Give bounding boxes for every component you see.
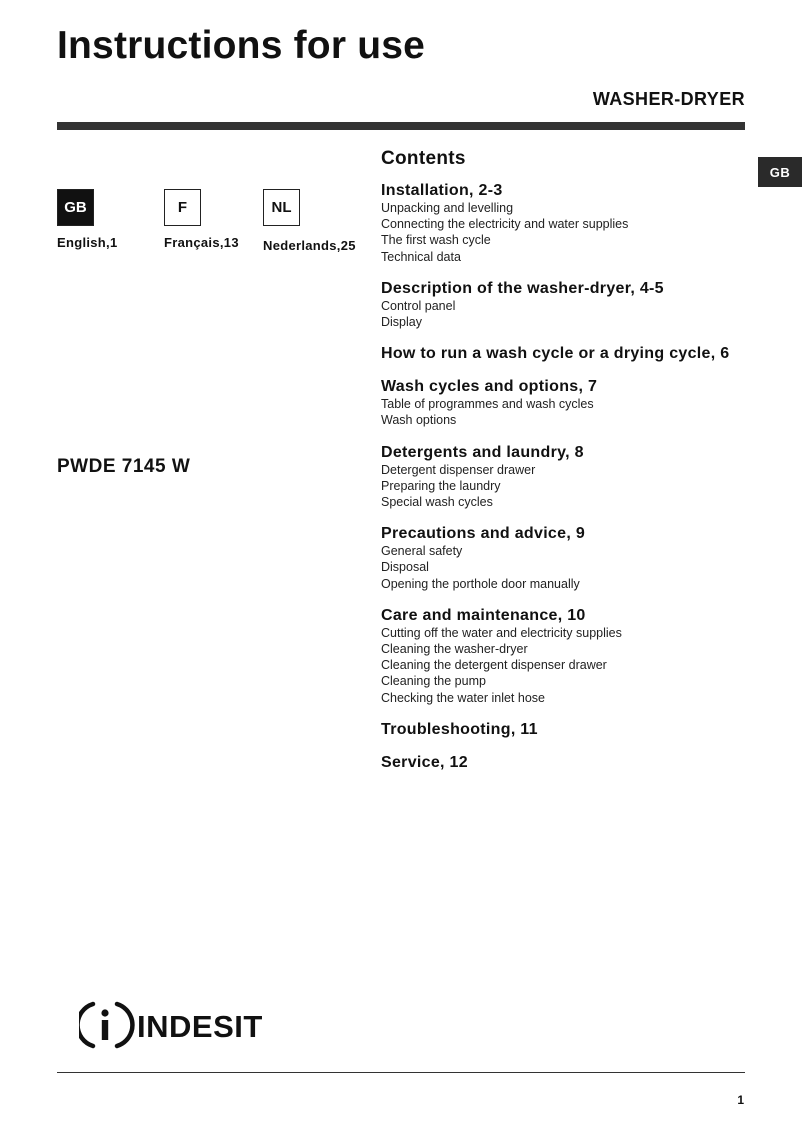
section-item[interactable]: Preparing the laundry (381, 478, 501, 493)
lang-label-francais: Français,13 (164, 235, 239, 250)
section-title[interactable]: How to run a wash cycle or a drying cycle, 6 (381, 345, 730, 363)
product-type: WASHER-DRYER (592, 89, 745, 109)
section-item[interactable]: Display (381, 315, 422, 330)
page-title: Instructions for use (57, 24, 426, 67)
indesit-logo-icon (79, 998, 279, 1052)
section-item[interactable]: Detergent dispenser drawer (381, 462, 536, 477)
section-title[interactable]: Description of the washer-dryer, 4-5 (381, 279, 664, 297)
lang-box-f[interactable]: F (164, 189, 201, 226)
section-title[interactable]: Service, 12 (381, 753, 468, 771)
contents-section (381, 525, 761, 592)
section-title[interactable]: Detergents and laundry, 8 (381, 443, 584, 461)
section-title[interactable]: Precautions and advice, 9 (381, 525, 586, 543)
contents-sections (381, 182, 761, 772)
contents-section (381, 280, 761, 330)
lang-box-nl[interactable]: NL (263, 189, 300, 226)
contents-section (381, 444, 761, 511)
footer-divider (57, 1072, 745, 1073)
brand-name: INDESIT (137, 1009, 263, 1044)
section-item[interactable]: Cleaning the washer-dryer (381, 642, 528, 657)
lang-label-nederlands: Nederlands,25 (263, 238, 356, 253)
lang-label-english: English,1 (57, 235, 118, 250)
section-item[interactable]: Special wash cycles (381, 495, 493, 510)
model-number: PWDE 7145 W (57, 456, 191, 477)
contents-heading: Contents (381, 148, 466, 169)
section-item[interactable]: Unpacking and levelling (381, 201, 514, 215)
section-title[interactable]: Installation, 2-3 (381, 182, 503, 199)
contents-section (381, 378, 761, 428)
section-item[interactable]: Table of programmes and wash cycles (381, 397, 594, 412)
lang-box-gb[interactable]: GB (57, 189, 94, 226)
contents-section (381, 345, 761, 363)
contents-section (381, 721, 761, 739)
table-of-contents (381, 148, 761, 787)
section-item[interactable]: Technical data (381, 249, 461, 264)
section-item[interactable]: Cutting off the water and electricity supplies (381, 625, 622, 640)
contents-section (381, 182, 761, 265)
section-item[interactable]: Control panel (381, 298, 456, 313)
section-item[interactable]: Connecting the electricity and water supplies (381, 217, 629, 232)
section-title[interactable]: Wash cycles and options, 7 (381, 378, 598, 396)
section-item[interactable]: Checking the water inlet hose (381, 690, 545, 705)
section-item[interactable]: Cleaning the pump (381, 674, 486, 689)
section-item[interactable]: The first wash cycle (381, 233, 491, 248)
section-item[interactable]: General safety (381, 544, 463, 559)
section-item[interactable]: Cleaning the detergent dispenser drawer (381, 658, 607, 673)
header-divider (57, 122, 745, 130)
section-item[interactable]: Disposal (381, 560, 429, 575)
section-title[interactable]: Troubleshooting, 11 (381, 720, 538, 738)
contents-section (381, 754, 761, 772)
contents-section (381, 607, 761, 706)
page-number: 1 (737, 1093, 744, 1107)
section-item[interactable]: Opening the porthole door manually (381, 576, 580, 591)
indesit-logo (79, 998, 279, 1052)
section-item[interactable]: Wash options (381, 413, 457, 428)
section-title[interactable]: Care and maintenance, 10 (381, 606, 586, 624)
language-tab-gb: GB (758, 157, 802, 187)
